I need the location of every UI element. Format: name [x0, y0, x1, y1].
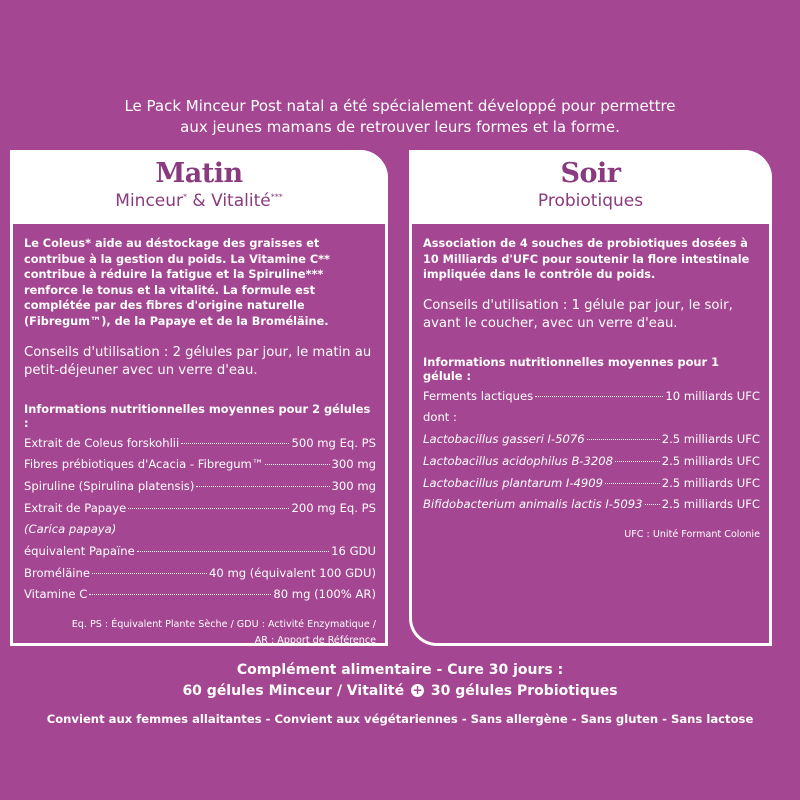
- row-value: 10 milliards UFC: [665, 388, 760, 403]
- row-value: 2.5 milliards UFC: [661, 475, 760, 490]
- matin-card: [10, 150, 388, 646]
- row-label: Lactobacillus gasseri I-5076: [423, 432, 585, 447]
- soir-usage: Conseils d'utilisation : 1 gélule par jour, le soir, avant le coucher, avec un verre d'eau.: [423, 297, 733, 331]
- row-value: 200 mg Eq. PS: [291, 500, 376, 515]
- table-row: [24, 544, 376, 566]
- table-row: [423, 410, 760, 432]
- row-label: Lactobacillus plantarum I-4909: [423, 475, 604, 490]
- matin-usage: Conseils d'utilisation : 2 gélules par jour, le matin au petit-déjeuner avec un verre d'eau.: [24, 344, 372, 378]
- soir-description: Association de 4 souches de probiotiques dosées à 10 Milliards d'UFC pour soutenir la flore intestinale impliquée dans le contrôle du poids.: [423, 237, 750, 282]
- table-row: [24, 436, 376, 458]
- plus-icon: +: [412, 683, 423, 697]
- row-label: Bifidobacterium animalis lactis I-5093: [423, 497, 643, 512]
- intro-line-1: Le Pack Minceur Post natal a été spécialement développé pour permettre: [124, 97, 676, 115]
- row-value: 500 mg Eq. PS: [291, 435, 376, 450]
- row-label: Extrait de Papaye: [24, 500, 127, 515]
- matin-subtitle-main: Minceur: [115, 191, 184, 211]
- row-label: équivalent Papaïne: [24, 544, 135, 558]
- matin-subtitle-mark-1: *: [183, 192, 188, 202]
- product-summary-line-2: [0, 681, 800, 702]
- row-label: Fibres prébiotiques d'Acacia - Fibregum™: [24, 457, 264, 472]
- row-value: 300 mg: [331, 457, 376, 472]
- table-row: [423, 497, 760, 519]
- table-row: [423, 432, 760, 454]
- row-label: (Carica papaya): [24, 522, 117, 537]
- matin-title: Matin: [155, 158, 243, 189]
- matin-card-body: [24, 236, 376, 649]
- table-row: [24, 479, 376, 501]
- soir-footnote: UFC : Unité Formant Colonie: [624, 528, 760, 540]
- soir-card-header: [409, 150, 772, 224]
- matin-footnote: [24, 617, 376, 649]
- row-label: dont :: [423, 410, 457, 425]
- intro-line-2: aux jeunes mamans de retrouver leurs formes et la forme.: [180, 118, 620, 136]
- table-row: [24, 457, 376, 479]
- soir-card-body: [423, 236, 760, 543]
- row-label: Broméläine: [24, 565, 91, 580]
- table-row: [24, 566, 376, 588]
- matin-subtitle: [10, 191, 388, 211]
- intro-text: [0, 96, 800, 138]
- table-row: [24, 522, 376, 544]
- row-label: Spiruline (Spirulina platensis): [24, 478, 195, 493]
- row-value: 2.5 milliards UFC: [661, 453, 760, 468]
- row-label: Ferments lactiques: [423, 388, 534, 403]
- matin-description: Le Coleus* aide au déstockage des graisses et contribue à la gestion du poids. La Vitamine C** contribue à réduire la fatigue et la Spiruline*** renforce le tonus et la vitalité. La formule est complétée par des fibres d'origine naturelle (Fibregum™), de la Papaye et de la Broméläine.: [24, 237, 330, 328]
- row-value: 2.5 milliards UFC: [661, 432, 760, 447]
- table-row: [24, 587, 376, 609]
- soir-nutrition-table: [423, 389, 760, 519]
- matin-nutrition-table: [24, 436, 376, 610]
- soir-nutrition-title: Informations nutritionnelles moyennes pour 1 gélule :: [423, 354, 720, 383]
- table-row: [423, 454, 760, 476]
- row-value: 2.5 milliards UFC: [661, 497, 760, 512]
- product-summary: [0, 660, 800, 702]
- product-count-probiotiques: 30 gélules Probiotiques: [430, 683, 618, 699]
- row-label: Vitamine C: [24, 587, 88, 602]
- row-label: Lactobacillus acidophilus B-3208: [423, 453, 613, 468]
- row-label: Extrait de Coleus forskohlii: [24, 435, 180, 450]
- table-row: [423, 476, 760, 498]
- product-summary-line-1: Complément alimentaire - Cure 30 jours :: [236, 662, 564, 678]
- soir-title: Soir: [560, 158, 621, 189]
- product-count-minceur: 60 gélules Minceur / Vitalité: [182, 683, 405, 699]
- row-value: 300 mg: [331, 478, 376, 493]
- row-value: 40 mg (équivalent 100 GDU): [209, 565, 376, 580]
- matin-footnote-2: AR : Apport de Référence: [254, 635, 376, 647]
- matin-footnote-1: Eq. PS : Équivalent Plante Sèche / GDU : Activité Enzymatique /: [71, 619, 376, 631]
- matin-card-header: [10, 150, 388, 224]
- soir-card: [409, 150, 772, 646]
- table-row: [24, 501, 376, 523]
- table-row: [423, 389, 760, 411]
- matin-subtitle-mark-2: ***: [270, 192, 283, 202]
- row-value: 16 GDU: [331, 544, 376, 558]
- matin-nutrition-title: Informations nutritionnelles moyennes pour 2 gélules :: [24, 401, 371, 430]
- row-value: 80 mg (100% AR): [273, 587, 376, 602]
- matin-subtitle-sep: & Vitalité: [187, 191, 271, 211]
- soir-subtitle: Probiotiques: [537, 191, 644, 211]
- suitability-line: Convient aux femmes allaitantes - Convient aux végétariennes - Sans allergène - Sans gluten - Sans lactose: [46, 712, 754, 726]
